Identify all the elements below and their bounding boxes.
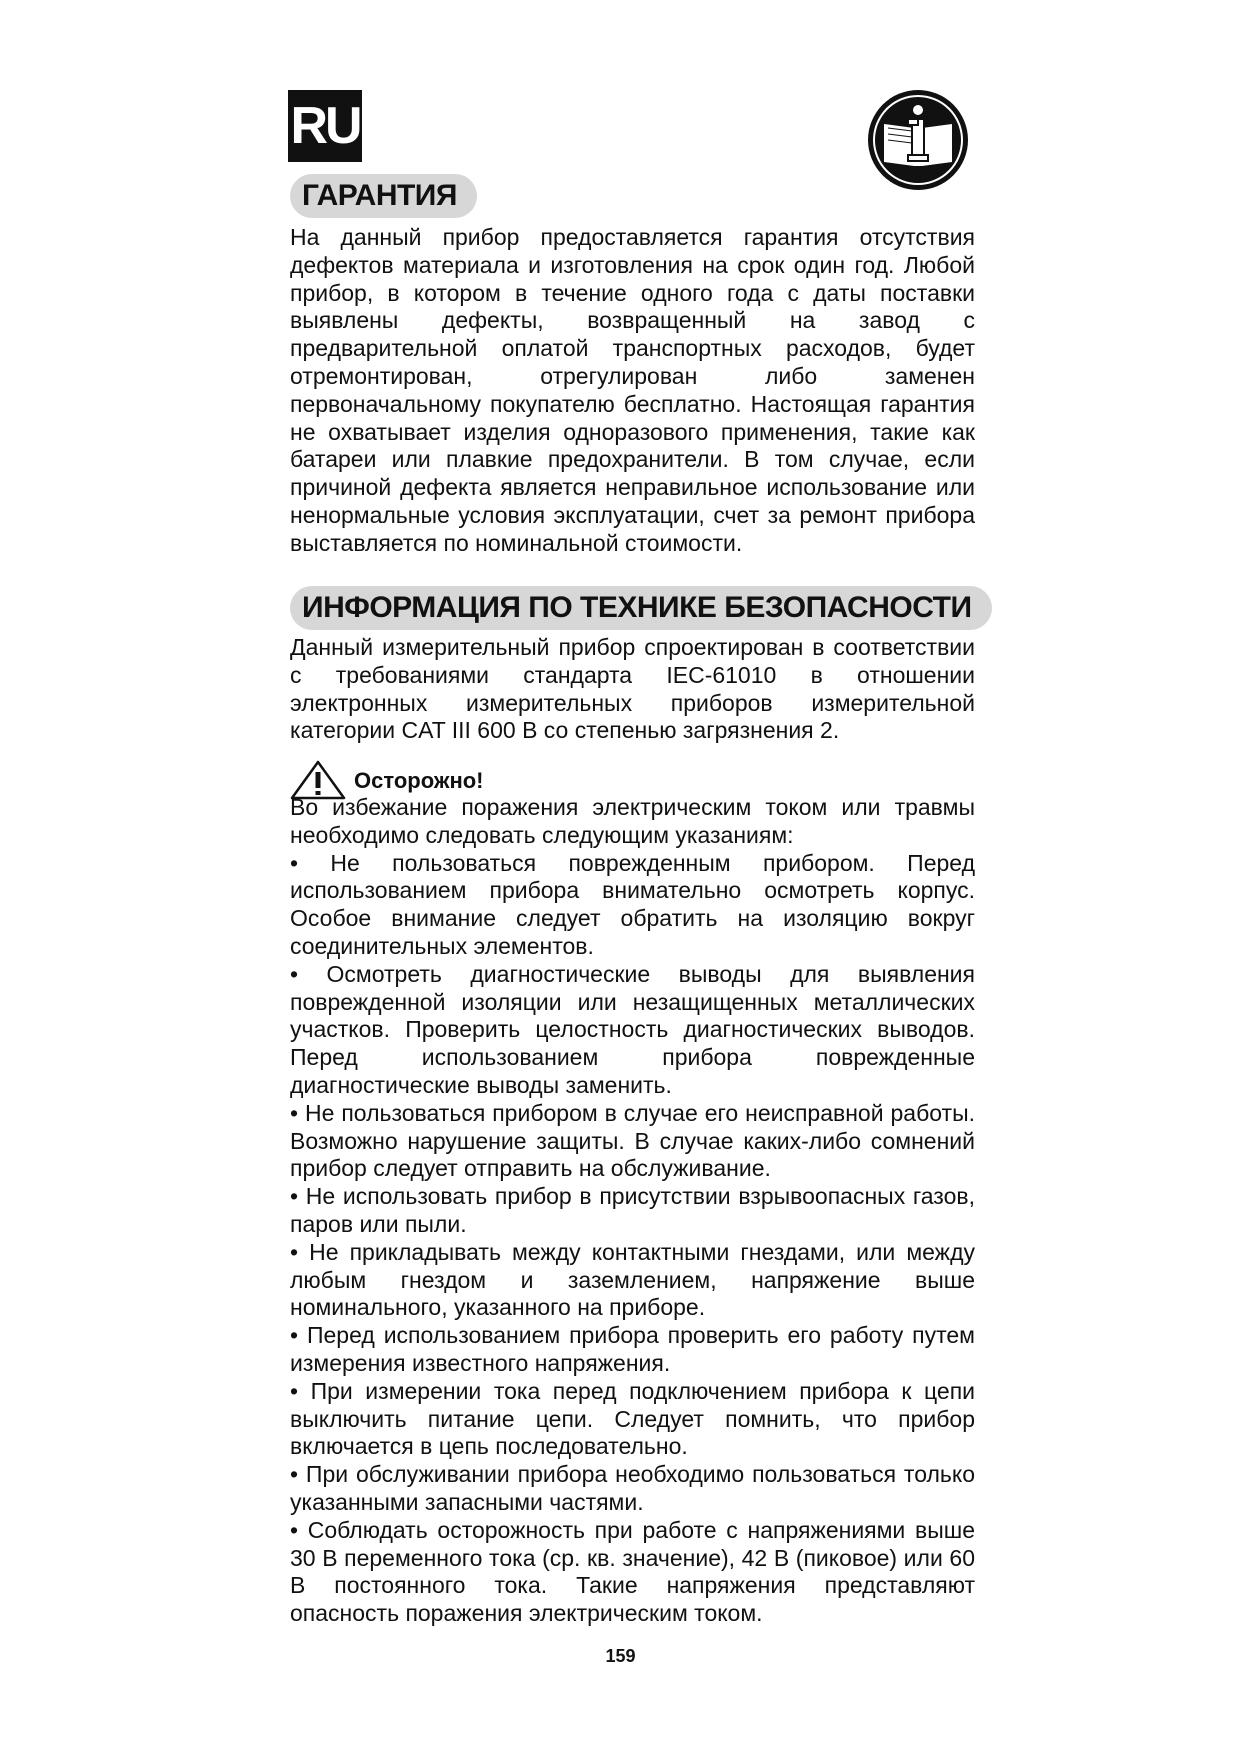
safety-item: • Не прикладывать между контактными гнездами, или между любым гнездом и заземлением, напряжение выше номинального, указанного на приборе. bbox=[290, 1238, 975, 1321]
safety-item: • Осмотреть диагностические выводы для выявления поврежденной изоляции или незащищенных металлических участков. Проверить целостность диагностических выводов. Перед использованием прибора поврежденные диагностические выводы заменить. bbox=[290, 960, 975, 1098]
warranty-paragraph: На данный прибор предоставляется гарантия отсутствия дефектов материала и изготовления на срок один год. Любой прибор, в котором в течение одного года с даты поставки выявлены дефекты, возвращенный на завод с предварительной оплатой транспортных расходов, будет отремонтирован, отрегулирован либо заменен первоначальному покупателю бесплатно. Настоящая гарантия не охватывает изделия одноразового применения, такие как батареи или плавкие предохранители. В том случае, если причиной дефекта является неправильное использование или ненормальные условия эксплуатации, счет за ремонт прибора выставляется по номинальной стоимости. bbox=[290, 224, 975, 556]
info-manual-icon bbox=[866, 88, 970, 192]
safety-lead: Во избежание поражения электрическим током или травмы необходимо следовать следующим указаниям: bbox=[290, 794, 975, 848]
page-number: 159 bbox=[605, 1646, 636, 1666]
warranty-text-block bbox=[290, 224, 975, 558]
safety-item: • Не пользоваться поврежденным прибором. Перед использованием прибора внимательно осмотреть корпус. Особое внимание следует обратить на изоляцию вокруг соединительных элементов. bbox=[290, 849, 975, 959]
safety-heading: ИНФОРМАЦИЯ ПО ТЕХНИКЕ БЕЗОПАСНОСТИ bbox=[290, 586, 992, 630]
language-badge: RU bbox=[288, 90, 362, 162]
caution-label: Осторожно! bbox=[354, 768, 484, 793]
safety-item: • При измерении тока перед подключением прибора к цепи выключить питание цепи. Следует помнить, что прибор включается в цепь последовательно. bbox=[290, 1377, 975, 1460]
safety-intro-block bbox=[290, 634, 975, 745]
warranty-heading: ГАРАНТИЯ bbox=[290, 174, 477, 218]
safety-item: • Не использовать прибор в присутствии взрывоопасных газов, паров или пыли. bbox=[290, 1183, 975, 1237]
safety-item: • Не пользоваться прибором в случае его неисправной работы. Возможно нарушение защиты. В случае каких-либо сомнений прибор следует отправить на обслуживание. bbox=[290, 1099, 975, 1182]
safety-item: • Соблюдать осторожность при работе с напряжениями выше 30 В переменного тока (ср. кв. значение), 42 В (пиковое) или 60 В постоянного тока. Такие напряжения представляют опасность поражения электрическим током. bbox=[290, 1516, 975, 1627]
safety-item: • Перед использованием прибора проверить его работу путем измерения известного напряжения. bbox=[290, 1322, 975, 1376]
safety-intro-paragraph: Данный измерительный прибор спроектирован в соответствии с требованиями стандарта IEC-61010 в отношении электронных измерительных приборов измерительной категории CAT III 600 В со степенью загрязнения 2. bbox=[290, 634, 975, 744]
safety-instructions bbox=[290, 794, 975, 1628]
safety-item: • При обслуживании прибора необходимо пользоваться только указанными запасными частями. bbox=[290, 1461, 975, 1515]
